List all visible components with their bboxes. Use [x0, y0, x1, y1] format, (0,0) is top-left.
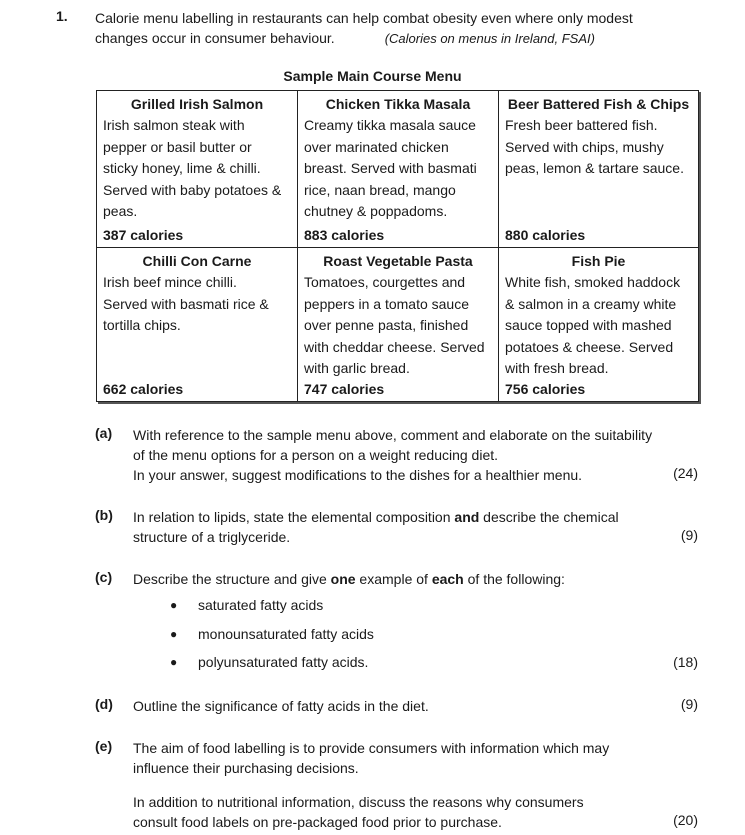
- dish-description: [304, 272, 492, 380]
- dish-calories: 883 calories: [304, 227, 385, 243]
- intro-line-1: Calorie menu labelling in restaurants can help combat obesity even where only modest: [95, 10, 633, 26]
- dish-line: Served with baby potatoes &: [103, 181, 282, 198]
- dish-line: breast. Served with basmati: [304, 160, 477, 176]
- menu-cell-beer-battered-fish-chips: [498, 91, 698, 247]
- dish-line: Irish salmon steak with: [103, 117, 245, 133]
- dish-line: potatoes & cheese. Served: [505, 338, 674, 355]
- part-b-emphasis: and: [454, 509, 480, 525]
- part-b-label: (b): [95, 507, 113, 523]
- dish-name: Fish Pie: [571, 253, 626, 269]
- bullet-icon: ●: [170, 598, 178, 612]
- intro-line-2: changes occur in consumer behaviour.: [95, 30, 335, 46]
- dish-description: [505, 115, 692, 180]
- part-c-bullet-monounsaturated: monounsaturated fatty acids: [198, 626, 374, 642]
- bullet-icon: ●: [170, 655, 178, 669]
- part-b-text: [133, 507, 678, 547]
- part-b-text-pre: In relation to lipids, state the elemental composition: [133, 509, 455, 525]
- part-b-marks: (9): [680, 527, 698, 543]
- dish-line: Fresh beer battered fish.: [505, 117, 658, 133]
- part-a-line: With reference to the sample menu above, comment and elaborate on the suitability: [133, 427, 653, 443]
- part-e-line: consult food labels on pre-packaged food prior to purchase.: [133, 814, 502, 830]
- dish-description: [304, 115, 492, 223]
- bullet-icon: ●: [170, 627, 178, 641]
- dish-calories: 756 calories: [505, 381, 586, 397]
- part-c-text: [133, 569, 678, 589]
- menu-cell-roast-vegetable-pasta: [297, 247, 498, 401]
- question-intro: [95, 8, 715, 49]
- dish-name: Beer Battered Fish & Chips: [507, 96, 690, 112]
- part-a-label: (a): [95, 425, 113, 441]
- menu-cell-grilled-irish-salmon: [97, 91, 297, 247]
- part-e-marks: (20): [673, 812, 698, 828]
- part-c-label: (c): [95, 569, 113, 585]
- part-a-text: [133, 425, 678, 485]
- dish-line: & salmon in a creamy white: [505, 295, 677, 312]
- dish-calories: 747 calories: [304, 381, 385, 397]
- dish-line: Served with chips, mushy: [505, 138, 664, 155]
- part-a-line: of the menu options for a person on a weight reducing diet.: [133, 447, 499, 463]
- part-c-emphasis-each: each: [431, 571, 464, 587]
- part-e-line: In addition to nutritional information, discuss the reasons why consumers: [133, 794, 584, 810]
- dish-name: Chilli Con Carne: [142, 253, 252, 269]
- part-e-line: The aim of food labelling is to provide consumers with information which may: [133, 740, 610, 756]
- part-e-label: (e): [95, 738, 113, 754]
- dish-line: White fish, smoked haddock: [505, 274, 681, 290]
- dish-line: pepper or basil butter or: [103, 138, 252, 155]
- dish-line: Creamy tikka masala sauce: [304, 117, 476, 133]
- dish-line: peas.: [103, 203, 138, 219]
- dish-name: Roast Vegetable Pasta: [323, 253, 473, 269]
- part-d-label: (d): [95, 696, 113, 712]
- dish-name: Grilled Irish Salmon: [130, 96, 264, 112]
- part-c-emphasis-one: one: [330, 571, 356, 587]
- part-c-marks: (18): [673, 654, 698, 670]
- part-e-text: [133, 738, 678, 832]
- dish-line: chutney & poppadoms.: [304, 203, 448, 219]
- dish-line: rice, naan bread, mango: [304, 181, 456, 198]
- part-c-text-mid: example of: [355, 571, 432, 587]
- dish-line: peppers in a tomato sauce: [304, 295, 469, 312]
- part-c-text-pre: Describe the structure and give: [133, 571, 331, 587]
- dish-line: sauce topped with mashed: [505, 317, 672, 333]
- dish-line: Irish beef mince chilli.: [103, 274, 237, 290]
- dish-line: peas, lemon & tartare sauce.: [505, 160, 684, 176]
- part-e-line: influence their purchasing decisions.: [133, 760, 359, 776]
- part-d-marks: (9): [680, 696, 698, 712]
- part-c-text-post: of the following:: [463, 571, 565, 587]
- dish-description: [103, 272, 291, 337]
- menu-title: Sample Main Course Menu: [283, 68, 462, 84]
- part-b-line: structure of a triglyceride.: [133, 529, 291, 545]
- dish-calories: 880 calories: [505, 227, 586, 243]
- intro-source: (Calories on menus in Ireland, FSAI): [384, 31, 595, 46]
- dish-line: with garlic bread.: [304, 360, 410, 376]
- part-b-text-post: describe the chemical: [479, 509, 619, 525]
- dish-line: over penne pasta, finished: [304, 317, 469, 333]
- menu-cell-chicken-tikka-masala: [297, 91, 498, 247]
- menu-cell-chilli-con-carne: [97, 247, 297, 401]
- sample-menu-table: [96, 90, 699, 402]
- part-a-marks: (24): [673, 465, 698, 481]
- part-c-bullet-polyunsaturated: polyunsaturated fatty acids.: [198, 654, 369, 670]
- menu-cell-fish-pie: [498, 247, 698, 401]
- part-c-bullet-saturated: saturated fatty acids: [198, 597, 324, 613]
- dish-line: sticky honey, lime & chilli.: [103, 160, 261, 176]
- dish-line: with fresh bread.: [505, 360, 609, 376]
- part-a-line: In your answer, suggest modifications to the dishes for a healthier menu.: [133, 467, 583, 483]
- part-d-text: Outline the significance of fatty acids in the diet.: [133, 698, 429, 714]
- dish-line: Tomatoes, courgettes and: [304, 274, 466, 290]
- dish-line: Served with basmati rice &: [103, 295, 269, 312]
- dish-line: tortilla chips.: [103, 317, 181, 333]
- dish-calories: 387 calories: [103, 227, 184, 243]
- dish-line: over marinated chicken: [304, 138, 449, 155]
- dish-line: with cheddar cheese. Served: [304, 338, 485, 355]
- dish-name: Chicken Tikka Masala: [325, 96, 471, 112]
- question-number: 1.: [56, 8, 68, 24]
- dish-description: [505, 272, 692, 380]
- dish-calories: 662 calories: [103, 381, 184, 397]
- dish-description: [103, 115, 291, 223]
